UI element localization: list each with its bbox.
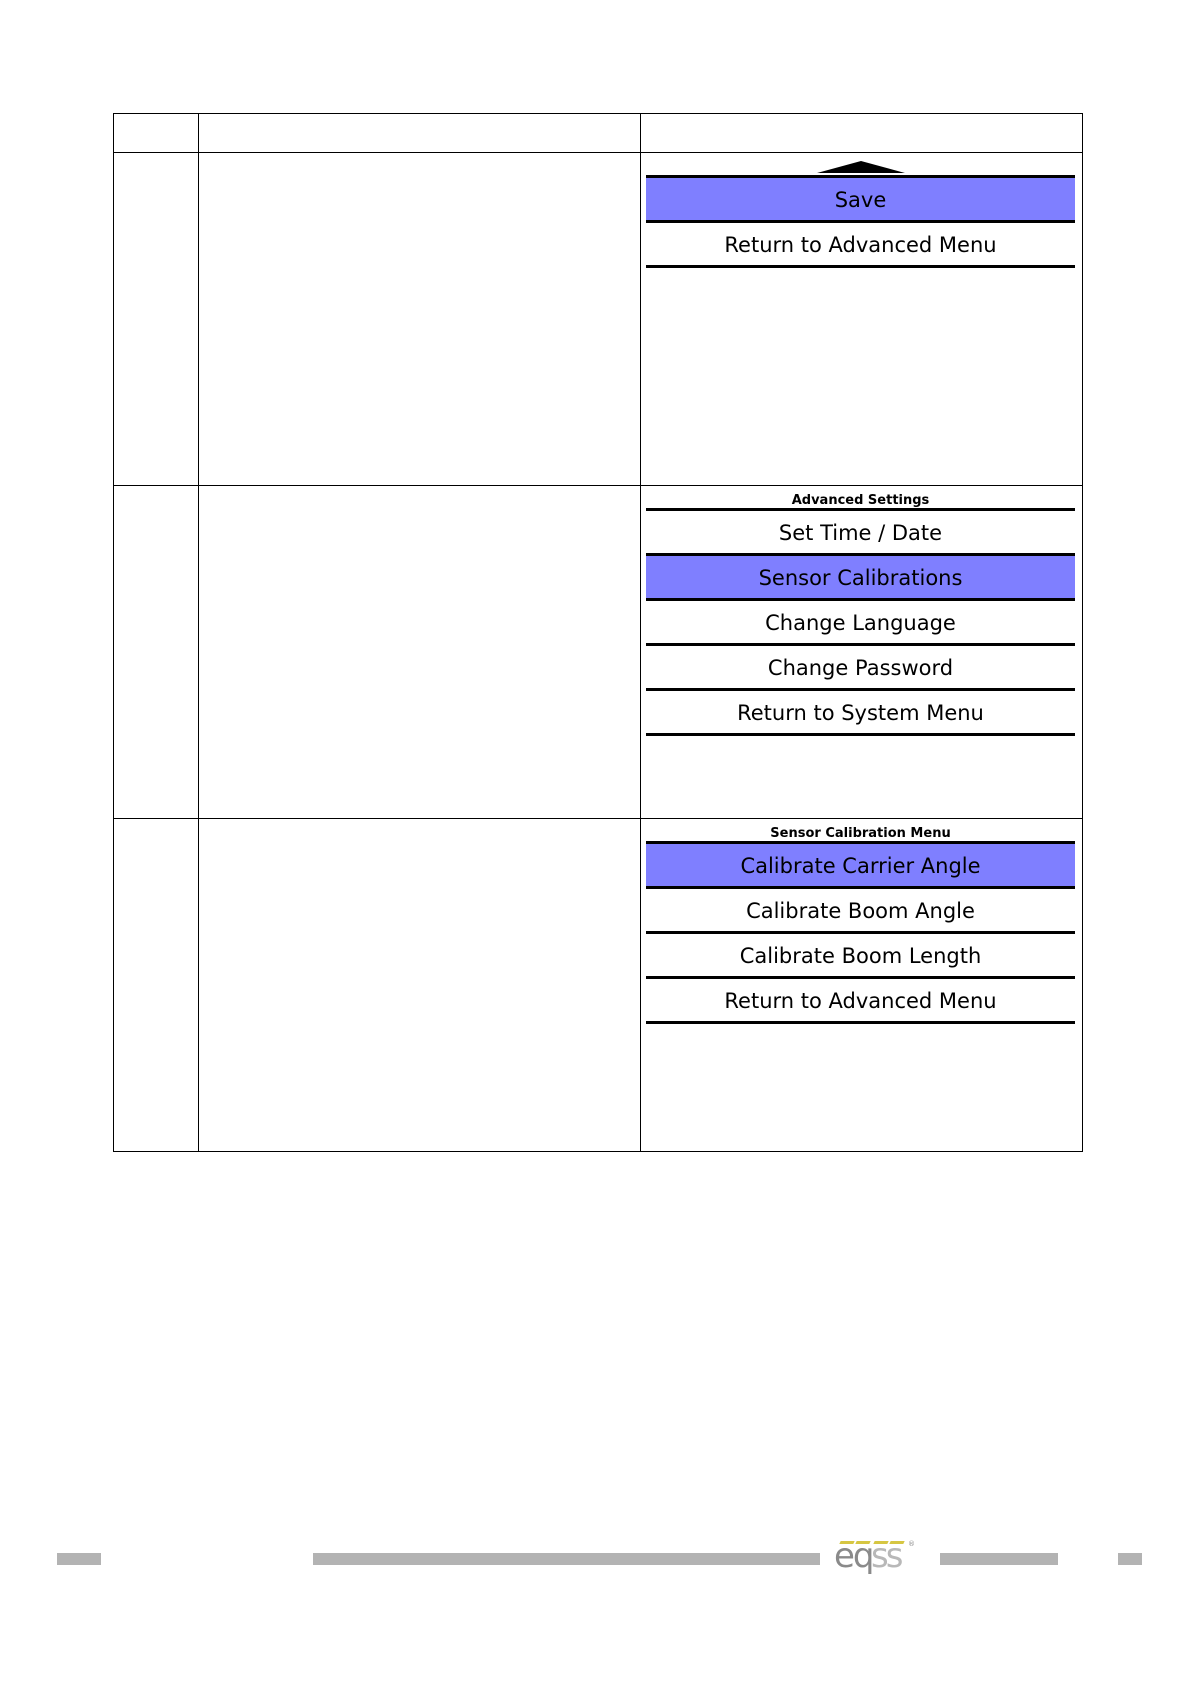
display-screen xyxy=(646,486,1075,736)
footer-bar-left xyxy=(57,1553,101,1565)
display-cell xyxy=(641,819,1083,1152)
logo-text-eq: eq xyxy=(834,1536,873,1576)
procedure-table xyxy=(113,113,1083,1152)
header-display-cell xyxy=(641,114,1083,153)
menu-item-calibrate-boom-angle[interactable]: Calibrate Boom Angle xyxy=(646,889,1075,934)
step-cell xyxy=(114,819,199,1152)
header-description-cell xyxy=(199,114,641,153)
menu-item-return-advanced[interactable]: Return to Advanced Menu xyxy=(646,223,1075,268)
description-cell xyxy=(199,153,641,486)
menu-item-change-password[interactable]: Change Password xyxy=(646,646,1075,691)
display-screen xyxy=(646,153,1075,268)
table-row xyxy=(114,153,1083,486)
footer-bar-center xyxy=(313,1553,820,1565)
menu-item-calibrate-carrier-angle[interactable]: Calibrate Carrier Angle xyxy=(646,844,1075,889)
menu-item-change-language[interactable]: Change Language xyxy=(646,601,1075,646)
menu-item-calibrate-boom-length[interactable]: Calibrate Boom Length xyxy=(646,934,1075,979)
logo-registered-mark: ® xyxy=(908,1540,915,1548)
screen-title: Sensor Calibration Menu xyxy=(770,826,951,841)
display-cell xyxy=(641,486,1083,819)
menu-item-set-time-date[interactable]: Set Time / Date xyxy=(646,511,1075,556)
menu-item-sensor-calibrations[interactable]: Sensor Calibrations xyxy=(646,556,1075,601)
display-screen xyxy=(646,819,1075,1024)
scroll-up-icon[interactable] xyxy=(817,161,905,173)
screen-title: Advanced Settings xyxy=(791,493,930,508)
step-cell xyxy=(114,153,199,486)
table-row xyxy=(114,486,1083,819)
step-cell xyxy=(114,486,199,819)
footer-bar-edge xyxy=(1118,1553,1142,1565)
menu-item-return-advanced[interactable]: Return to Advanced Menu xyxy=(646,979,1075,1024)
table-header-row xyxy=(114,114,1083,153)
table-row xyxy=(114,819,1083,1152)
description-cell xyxy=(199,819,641,1152)
eqss-logo xyxy=(834,1536,914,1576)
description-cell xyxy=(199,486,641,819)
header-step-cell xyxy=(114,114,199,153)
menu-item-save[interactable]: Save xyxy=(646,178,1075,223)
logo-text-ss: ss xyxy=(871,1536,901,1576)
display-cell xyxy=(641,153,1083,486)
footer-bar-right xyxy=(940,1553,1058,1565)
menu-item-return-system[interactable]: Return to System Menu xyxy=(646,691,1075,736)
